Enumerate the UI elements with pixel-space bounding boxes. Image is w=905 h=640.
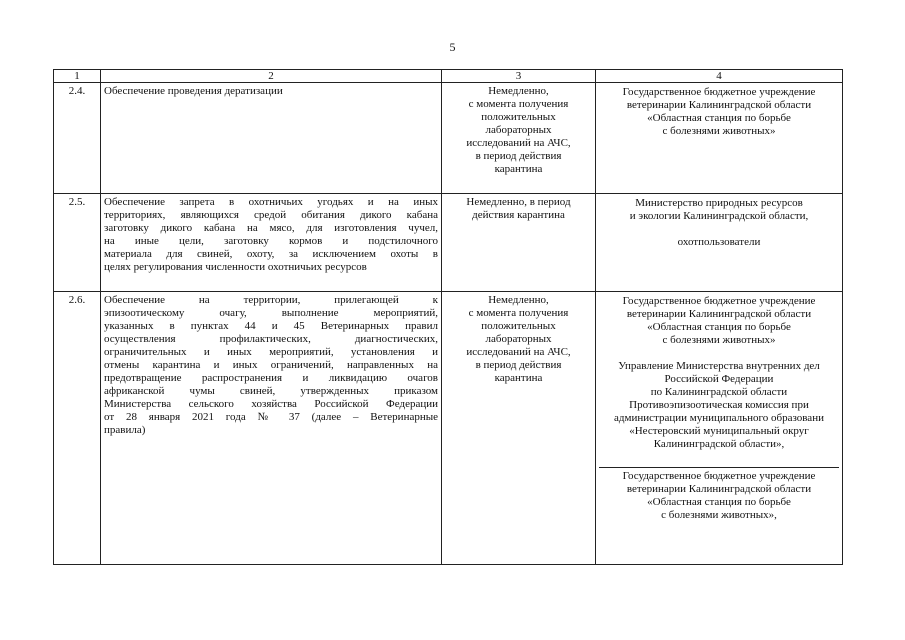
page-number: 5 [449, 40, 456, 54]
timing-line: исследований на АЧС, [466, 137, 571, 149]
description-line: африканской чумы свиней, утвержденных приказом [104, 385, 438, 397]
responsible-line: по Калининградской области [650, 386, 788, 398]
responsible-line: охотпользователи [677, 236, 761, 248]
timing-line: Немедленно, [488, 294, 549, 306]
responsible-line: и экологии Калининградской области, [629, 210, 809, 222]
column-header-2: 2 [101, 70, 442, 83]
timing-line: в период действия [475, 150, 562, 162]
description-line: Обеспечение запрета в охотничьих угодьях и на иных [104, 196, 438, 208]
description-line: целях регулирования численности охотничьих ресурсов [104, 261, 367, 273]
timing-line: с момента получения [468, 98, 569, 110]
description-line: правила) [104, 424, 146, 436]
responsible-line: администрации муниципального образовани [614, 412, 824, 424]
measure-description [101, 83, 442, 194]
description-line: Министерства сельского хозяйства Российской Федерации [104, 398, 438, 410]
responsible-line: Российской Федерации [664, 373, 774, 385]
responsible-line: ветеринарии Калининградской области [626, 308, 812, 320]
table-header-row [54, 70, 843, 83]
responsible-line: ветеринарии Калининградской области [626, 99, 812, 111]
timing-line: положительных [481, 320, 556, 332]
responsible-line: Управление Министерства внутренних дел [618, 360, 820, 372]
description-line: отмены карантина и иных ограничений, направленных на [104, 359, 438, 371]
measure-timing [442, 292, 596, 565]
description-line: Обеспечение на территории, прилегающей к [104, 294, 438, 306]
measure-timing [442, 194, 596, 292]
timing-line: лабораторных [485, 124, 552, 136]
responsible-line: ветеринарии Калининградской области [626, 483, 812, 495]
timing-line: действия карантина [472, 209, 565, 221]
row-number: 2.5. [54, 194, 101, 292]
responsible-line: «Областная станция по борьбе [647, 112, 791, 124]
responsible-parties [596, 194, 843, 292]
column-header-1: 1 [54, 70, 101, 83]
column-header-3: 3 [442, 70, 596, 83]
measure-description [101, 194, 442, 292]
description-line: осуществления профилактических, диагностических, [104, 333, 438, 345]
measure-timing [442, 83, 596, 194]
measure-description [101, 292, 442, 565]
table-row [54, 292, 843, 565]
table-row [54, 83, 843, 194]
responsible-line: с болезнями животных» [662, 334, 776, 346]
timing-line: карантина [494, 163, 543, 175]
timing-line: положительных [481, 111, 556, 123]
table-row [54, 194, 843, 292]
description-line: на иные цели, заготовку кормов и подстилочного [104, 235, 438, 247]
responsible-parties [596, 292, 843, 565]
responsible-line: с болезнями животных», [661, 509, 777, 521]
responsible-line: «Областная станция по борьбе [647, 496, 791, 508]
description-line: эпизоотическому очагу, выполнение мероприятий, [104, 307, 438, 319]
timing-line: лабораторных [485, 333, 552, 345]
responsible-line: Государственное бюджетное учреждение [622, 86, 816, 98]
responsible-line: «Нестеровский муниципальный округ [629, 425, 809, 437]
row-number: 2.6. [54, 292, 101, 565]
description-line: Обеспечение проведения дератизации [104, 85, 283, 97]
timing-line: Немедленно, [488, 85, 549, 97]
responsible-line: Противоэпизоотическая комиссия при [629, 399, 809, 411]
description-line: ограничительных и иных мероприятий, установления и [104, 346, 438, 358]
description-line: заготовку дикого кабана на мясо, для изготовления чучел, [104, 222, 438, 234]
column-header-4: 4 [596, 70, 843, 83]
timing-line: с момента получения [468, 307, 569, 319]
responsible-line: с болезнями животных» [662, 125, 776, 137]
measures-table [53, 69, 843, 565]
responsible-subcell [599, 467, 839, 524]
responsible-line: Министерство природных ресурсов [635, 197, 803, 209]
description-line: территориях, являющихся средой обитания дикого кабана [104, 209, 438, 221]
responsible-line: Государственное бюджетное учреждение [622, 295, 816, 307]
row-number: 2.4. [54, 83, 101, 194]
timing-line: исследований на АЧС, [466, 346, 571, 358]
description-line: предотвращение распространения и ликвидацию очагов [104, 372, 438, 384]
timing-line: в период действия [475, 359, 562, 371]
timing-line: карантина [494, 372, 543, 384]
description-line: материала для свиней, охоту, за исключением охоты в [104, 248, 438, 260]
description-line: от 28 января 2021 года № 37 (далее – Ветеринарные [104, 411, 438, 423]
responsible-line: Калининградской области», [653, 438, 785, 450]
responsible-line: «Областная станция по борьбе [647, 321, 791, 333]
timing-line: Немедленно, в период [466, 196, 571, 208]
responsible-line: Государственное бюджетное учреждение [622, 470, 816, 482]
description-line: указанных в пунктах 44 и 45 Ветеринарных правил [104, 320, 438, 332]
responsible-parties [596, 83, 843, 194]
